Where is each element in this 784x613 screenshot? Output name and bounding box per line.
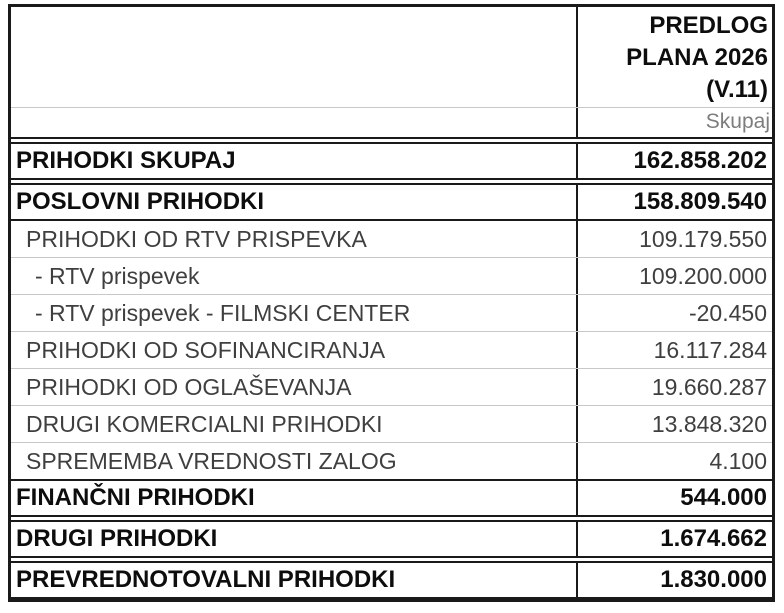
row-value: 1.674.662 — [660, 525, 767, 552]
row-label: - RTV prispevek — [35, 262, 200, 289]
row-value: 109.200.000 — [639, 262, 767, 289]
row-label: - RTV prispevek - FILMSKI CENTER — [35, 299, 411, 326]
table-row — [11, 294, 772, 331]
table-row — [11, 257, 772, 294]
table-row — [11, 142, 772, 180]
table-row — [11, 183, 772, 221]
header-title-row — [11, 7, 772, 107]
column-label-skupaj: Skupaj — [705, 110, 770, 133]
plan-column-header — [578, 7, 772, 107]
row-label-cell — [11, 332, 578, 368]
row-label: DRUGI PRIHODKI — [16, 525, 218, 552]
row-label: SPREMEMBA VREDNOSTI ZALOG — [26, 447, 397, 474]
budget-plan-table — [8, 4, 775, 602]
row-label-cell — [11, 369, 578, 405]
row-value: 4.100 — [709, 447, 767, 474]
row-label: POSLOVNI PRIHODKI — [16, 188, 265, 215]
header-title-line-2: PLANA 2026 — [626, 44, 768, 71]
row-value: 109.179.550 — [639, 225, 767, 252]
header-empty-cell — [11, 7, 578, 107]
table-row — [11, 405, 772, 442]
row-label-cell — [11, 144, 578, 178]
table-row — [11, 442, 772, 479]
table-row — [11, 331, 772, 368]
header-title-line-1: PREDLOG — [649, 12, 768, 39]
header-sub-empty-cell — [11, 108, 578, 137]
row-label-cell — [11, 563, 578, 597]
row-value: 16.117.284 — [653, 336, 767, 363]
row-label: FINANČNI PRIHODKI — [16, 484, 255, 511]
table-row — [11, 479, 772, 517]
row-value: 544.000 — [680, 484, 767, 511]
row-value: 158.809.540 — [633, 188, 767, 215]
row-value: 13.848.320 — [651, 410, 767, 437]
table-row — [11, 221, 772, 257]
table-row — [11, 520, 772, 558]
header-title-line-3: (V.11) — [706, 76, 768, 103]
row-label-cell — [11, 406, 578, 442]
row-label-cell — [11, 221, 578, 257]
row-label-cell — [11, 481, 578, 515]
table-header — [11, 7, 772, 139]
table-body — [11, 142, 772, 599]
row-label-cell — [11, 443, 578, 479]
row-label: PRIHODKI OD OGLAŠEVANJA — [26, 373, 352, 400]
table-row — [11, 368, 772, 405]
row-label-cell — [11, 295, 578, 331]
row-label: PRIHODKI OD SOFINANCIRANJA — [26, 336, 386, 363]
row-label-cell — [11, 522, 578, 556]
row-label: DRUGI KOMERCIALNI PRIHODKI — [26, 410, 383, 437]
row-value: 1.830.000 — [660, 566, 767, 593]
row-label: PREVREDNOTOVALNI PRIHODKI — [16, 566, 396, 593]
row-value: -20.450 — [688, 299, 767, 326]
row-label: PRIHODKI OD RTV PRISPEVKA — [26, 225, 367, 252]
header-subrow — [11, 107, 772, 137]
row-label-cell — [11, 258, 578, 294]
row-label-cell — [11, 185, 578, 219]
table-row — [11, 561, 772, 599]
row-value: 19.660.287 — [651, 373, 767, 400]
row-label: PRIHODKI SKUPAJ — [16, 147, 236, 174]
row-value: 162.858.202 — [633, 147, 767, 174]
